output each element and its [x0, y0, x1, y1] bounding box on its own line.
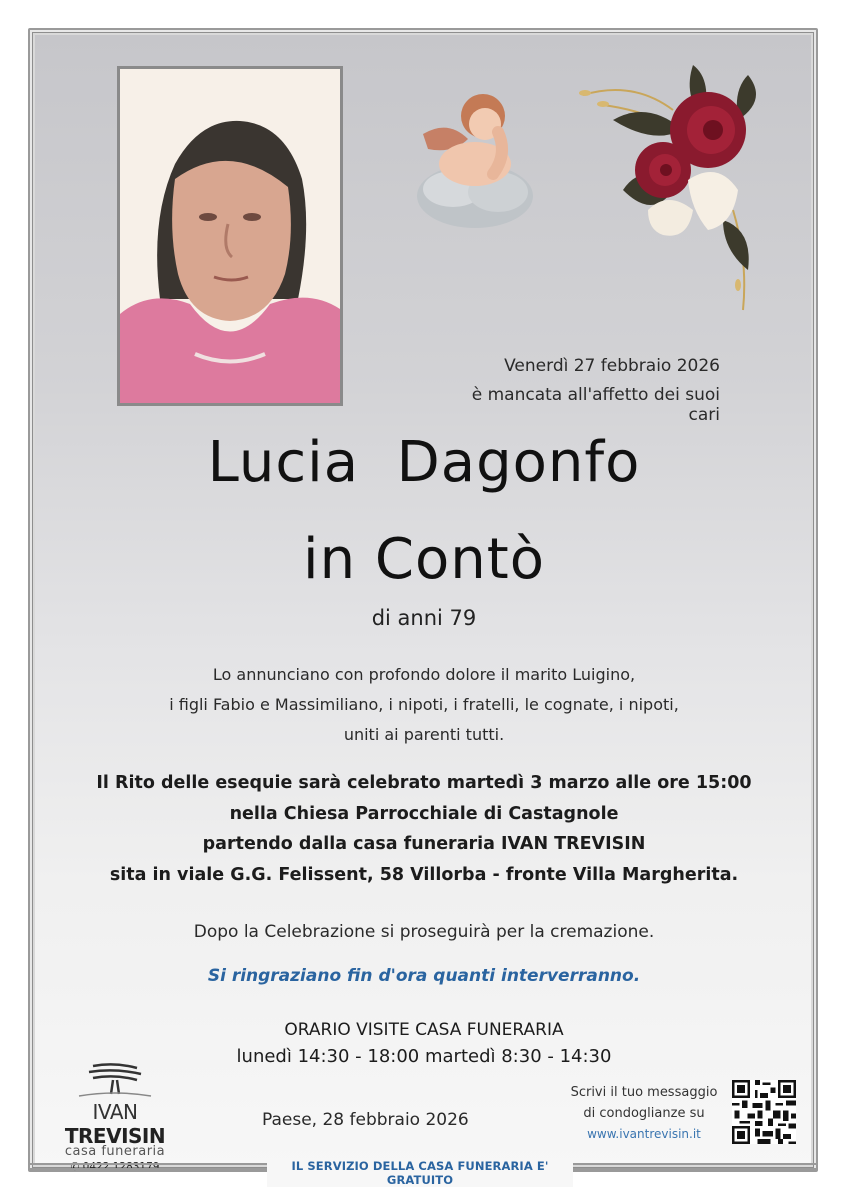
- condolences-line: di condoglianze su: [583, 1106, 705, 1121]
- death-phrase: è mancata all'affetto dei suoi cari: [471, 385, 720, 425]
- free-service-banner: IL SERVIZIO DELLA CASA FUNERARIA E' GRATUITO: [267, 1159, 573, 1187]
- logo-subtitle: casa funeraria: [64, 1144, 166, 1159]
- deceased-married-name: in Contò: [303, 527, 545, 592]
- condolences-info: [568, 1082, 720, 1145]
- deceased-name: Lucia Dagonfo: [207, 430, 641, 495]
- deceased-age: di anni 79: [371, 606, 477, 630]
- roses-bouquet-illustration: [573, 60, 778, 318]
- banner-divider: [28, 1163, 278, 1170]
- condolences-url-link[interactable]: www.ivantrevisin.it: [587, 1127, 701, 1141]
- logo-name: IVAN TREVISIN: [64, 1100, 166, 1148]
- funeral-home-logo: [40, 1062, 190, 1173]
- funeral-line: partendo dalla casa funeraria IVAN TREVISIN: [202, 834, 646, 854]
- announcement-line: i figli Fabio e Massimiliano, i nipoti, i fratelli, le cognate, i nipoti,: [169, 695, 679, 714]
- tree-logo-icon: [75, 1062, 155, 1098]
- funeral-line: nella Chiesa Parrocchiale di Castagnole: [229, 803, 619, 824]
- visiting-hours-title: ORARIO VISITE CASA FUNERARIA: [284, 1020, 564, 1040]
- deceased-portrait: [117, 66, 343, 406]
- announcement-text: [0, 660, 848, 750]
- visiting-hours: lunedì 14:30 - 18:00 martedì 8:30 - 14:30: [236, 1046, 612, 1067]
- thanks-note: Si ringraziano fin d'ora quanti interverranno.: [207, 966, 641, 986]
- whatsapp-phone-icon: ✆: [70, 1161, 83, 1173]
- funeral-line: Il Rito delle esequie sarà celebrato martedì 3 marzo alle ore 15:00: [96, 773, 752, 793]
- death-date: Venerdì 27 febbraio 2026: [504, 356, 720, 376]
- banner-divider: [564, 1163, 818, 1170]
- announcement-line: uniti ai parenti tutti.: [343, 725, 505, 744]
- condolences-line: Scrivi il tuo messaggio: [570, 1085, 718, 1100]
- qr-code-icon[interactable]: [732, 1080, 796, 1144]
- funeral-details: [0, 768, 848, 890]
- place-date: Paese, 28 febbraio 2026: [262, 1110, 469, 1130]
- footer-banner: [0, 1158, 848, 1187]
- cremation-note: Dopo la Celebrazione si proseguirà per la cremazione.: [193, 922, 655, 942]
- cherub-illustration: [413, 84, 538, 232]
- funeral-line: sita in viale G.G. Felissent, 58 Villorba - fronte Villa Margherita.: [109, 864, 739, 885]
- announcement-line: Lo annunciano con profondo dolore il marito Luigino,: [212, 665, 636, 684]
- logo-phone[interactable]: ✆ 0422.1283179: [70, 1161, 160, 1173]
